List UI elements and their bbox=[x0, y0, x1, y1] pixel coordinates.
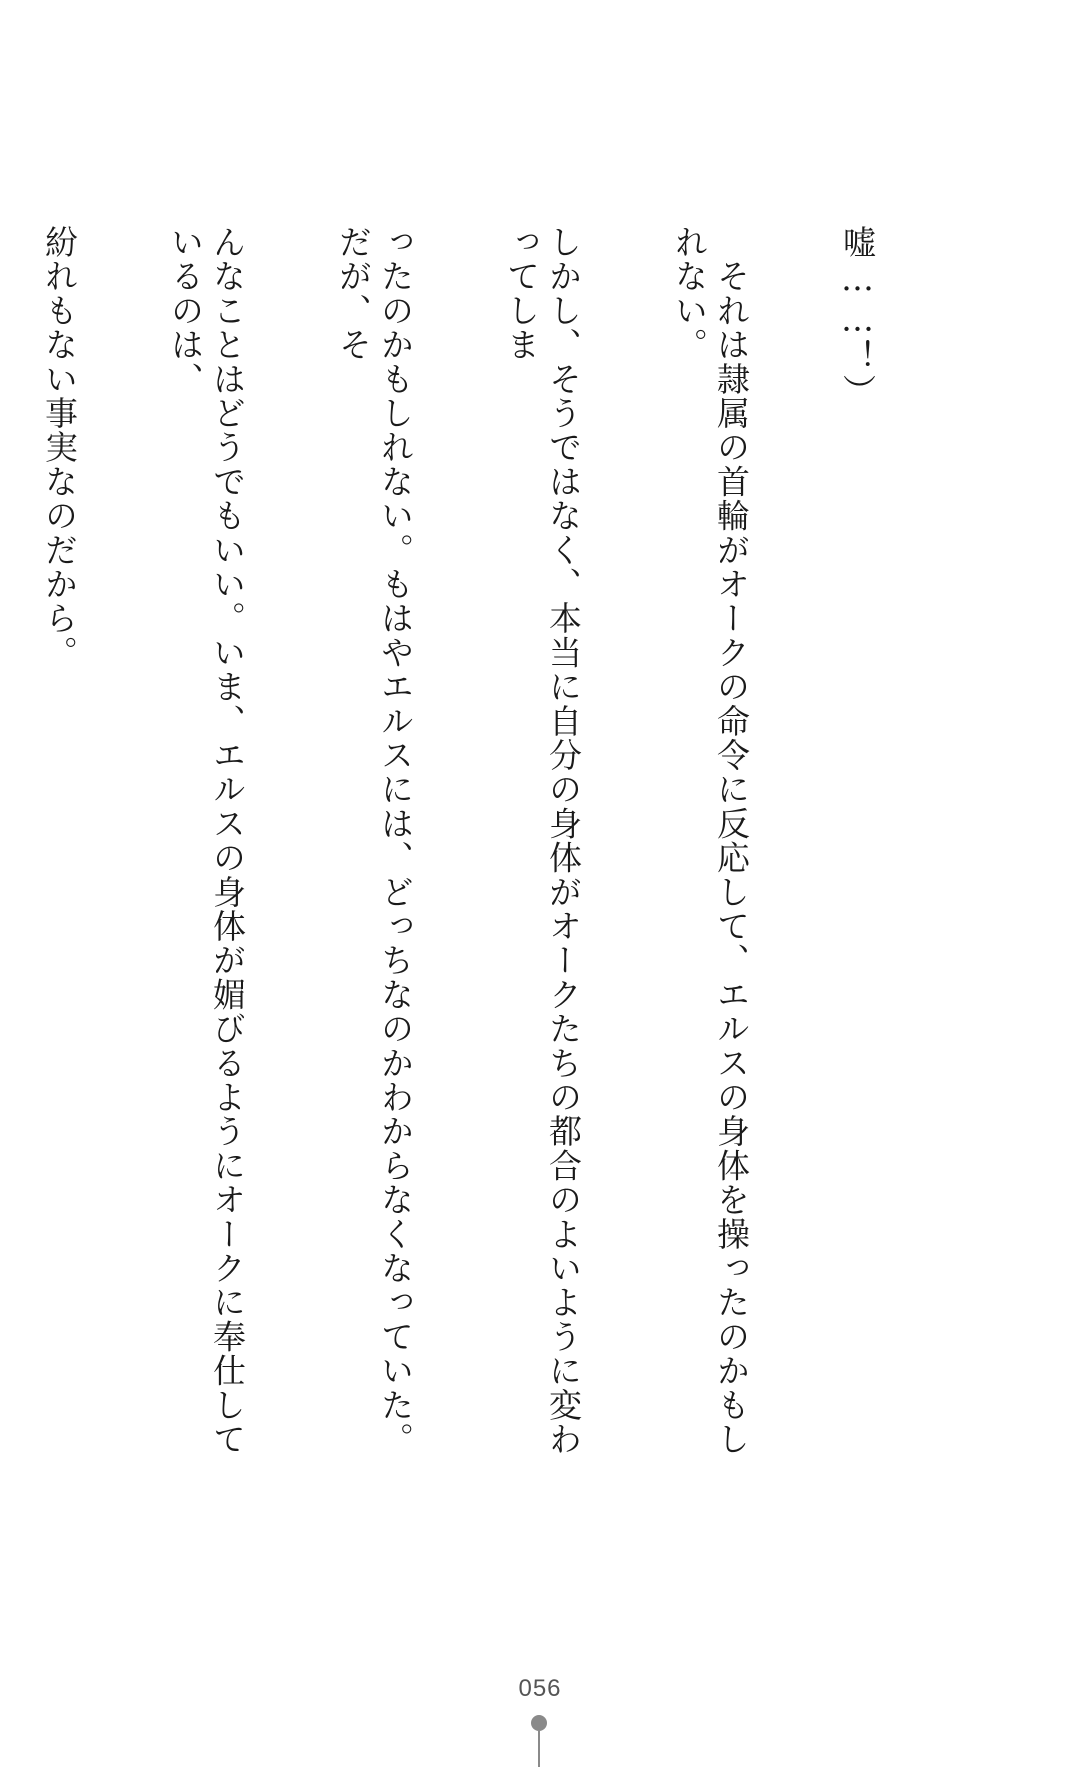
text-line: 紛れもない事実なのだから。 bbox=[40, 225, 79, 670]
page-marker-rule bbox=[538, 1731, 540, 1767]
novel-text-block bbox=[40, 225, 962, 1465]
page-number: 056 bbox=[518, 1675, 562, 1702]
page-marker-dot bbox=[531, 1715, 547, 1731]
text-line: 嘘……！） bbox=[838, 225, 877, 408]
text-line: ったのかもしれない。もはやエルスには、どっちなのかわからなくなっていた。だが、そ bbox=[334, 225, 415, 1457]
text-line: それは隷属の首輪がオークの命令に反応して、エルスの身体を操ったのかもしれない。 bbox=[670, 225, 751, 1457]
text-line: んなことはどうでもいい。いま、エルスの身体が媚びるようにオークに奉仕しているのは、 bbox=[166, 225, 247, 1457]
text-line: しかし、そうではなく、本当に自分の身体がオークたちの都合のよいように変わってしま bbox=[502, 225, 583, 1457]
